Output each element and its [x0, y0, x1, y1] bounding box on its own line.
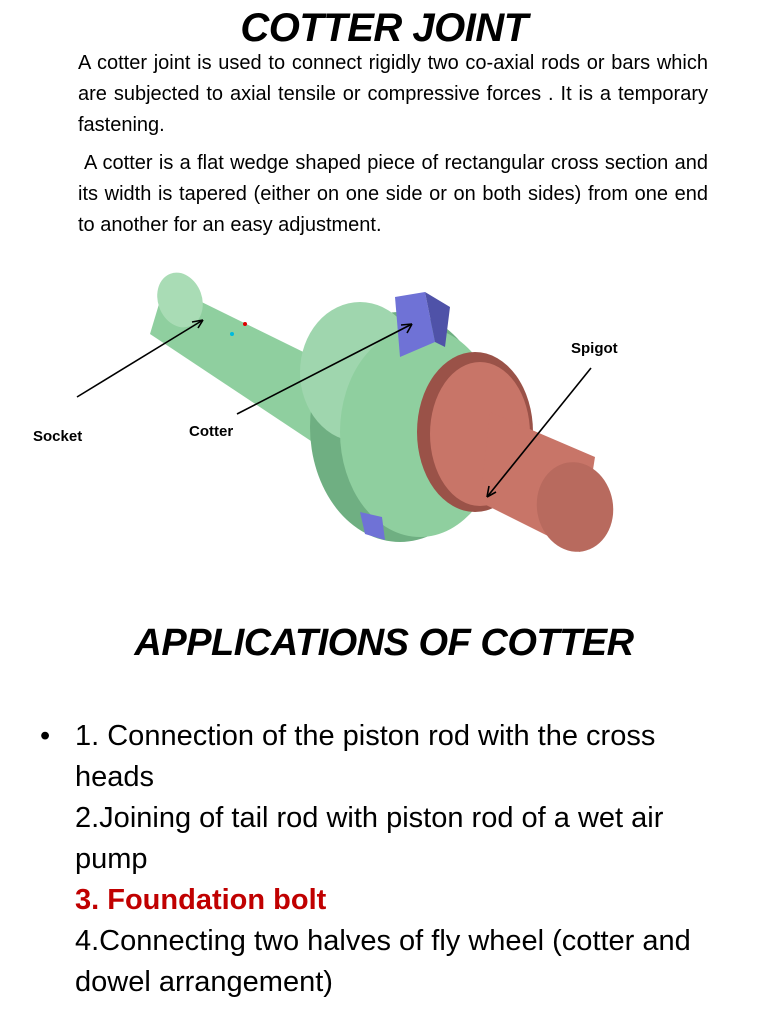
cotter-label: Cotter [189, 423, 234, 440]
application-item-1: 1. Connection of the piston rod with the cross heads [75, 720, 656, 793]
intro-paragraph-1: A cotter joint is used to connect rigidly two co-axial rods or bars which are subjected to axial tensile or compressive forces . It is a temporary fastening. [78, 52, 708, 136]
page-title: COTTER JOINT [240, 6, 528, 50]
socket-arrow [77, 320, 203, 397]
application-item-3: 3. Foundation bolt [75, 884, 327, 916]
cotter-joint-illustration [20, 262, 720, 552]
socket-label: Socket [33, 428, 83, 445]
applications-list [40, 716, 730, 1003]
application-item-4: 4.Connecting two halves of fly wheel (cotter and dowel arrangement) [75, 925, 691, 998]
application-item-2: 2.Joining of tail rod with piston rod of a wet air pump [75, 802, 664, 875]
intro-paragraph-2: A cotter is a flat wedge shaped piece of rectangular cross section and its width is tapered (either on one side or on both sides) from one end to another for an easy adjustment. [78, 152, 708, 236]
spigot-label: Spigot [571, 340, 618, 357]
applications-heading: APPLICATIONS OF COTTER [134, 622, 634, 664]
bullet-marker: • [40, 720, 51, 752]
